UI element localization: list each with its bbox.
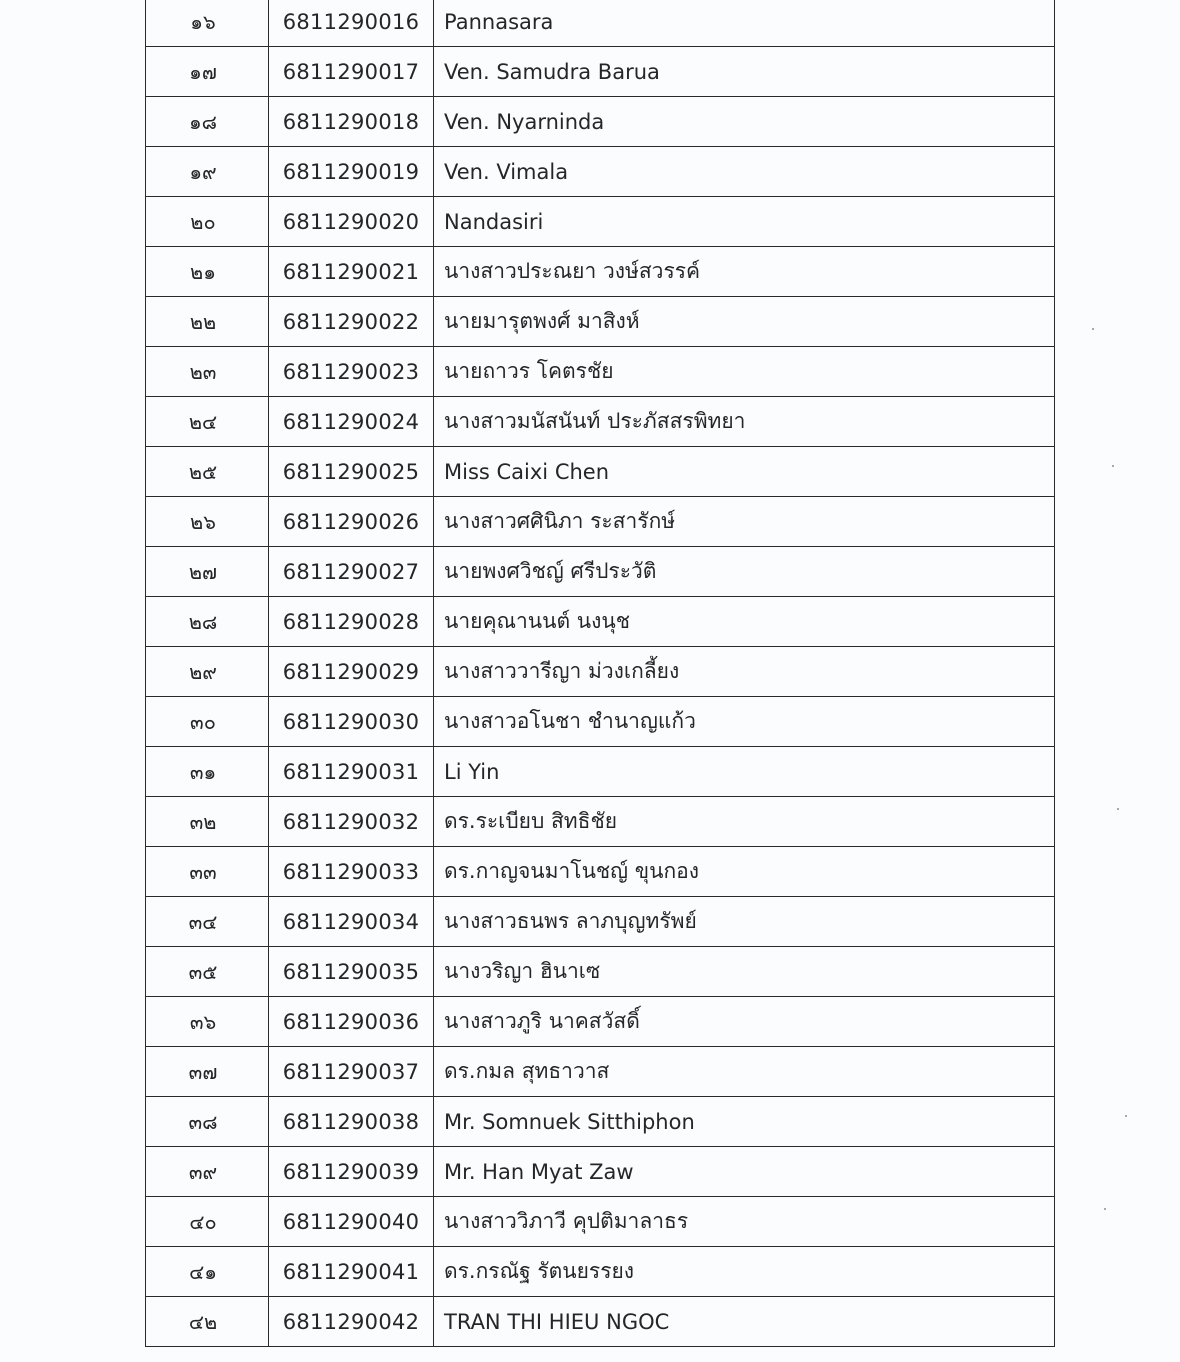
- table-row: [146, 1147, 1055, 1197]
- name-cell: Ven. Samudra Barua: [434, 47, 1055, 97]
- row-number-cell: ๒๖: [146, 497, 269, 547]
- student-id-cell: 6811290024: [269, 397, 434, 447]
- scan-speck: [1104, 1208, 1106, 1210]
- table-row: [146, 797, 1055, 847]
- row-number-cell: ๑๖: [146, 0, 269, 47]
- table-row: [146, 397, 1055, 447]
- name-cell: Ven. Vimala: [434, 147, 1055, 197]
- row-number-cell: ๒๔: [146, 397, 269, 447]
- name-cell: นางสาวภูริ นาคสวัสดิ์: [434, 997, 1055, 1047]
- name-cell: นางสาวมนัสนันท์ ประภัสสรพิทยา: [434, 397, 1055, 447]
- scan-speck: [1092, 328, 1094, 330]
- row-number-cell: ๓๔: [146, 897, 269, 947]
- student-id-cell: 6811290028: [269, 597, 434, 647]
- table-row: [146, 197, 1055, 247]
- table-row: [146, 647, 1055, 697]
- student-id-cell: 6811290025: [269, 447, 434, 497]
- student-id-cell: 6811290019: [269, 147, 434, 197]
- student-id-cell: 6811290023: [269, 347, 434, 397]
- student-id-cell: 6811290020: [269, 197, 434, 247]
- student-id-cell: 6811290034: [269, 897, 434, 947]
- name-cell: นายถาวร โคตรชัย: [434, 347, 1055, 397]
- table-row: [146, 1047, 1055, 1097]
- table-row: [146, 1097, 1055, 1147]
- name-cell: ดร.กาญจนมาโนชญ์ ขุนกอง: [434, 847, 1055, 897]
- row-number-cell: ๒๙: [146, 647, 269, 697]
- roster-table: [145, 0, 1055, 1347]
- row-number-cell: ๒๘: [146, 597, 269, 647]
- student-id-cell: 6811290042: [269, 1297, 434, 1347]
- student-id-cell: 6811290021: [269, 247, 434, 297]
- name-cell: นายคุณานนต์ นงนุช: [434, 597, 1055, 647]
- table-row: [146, 147, 1055, 197]
- row-number-cell: ๑๗: [146, 47, 269, 97]
- student-id-cell: 6811290027: [269, 547, 434, 597]
- row-number-cell: ๒๐: [146, 197, 269, 247]
- name-cell: นางสาวอโนชา ชำนาญแก้ว: [434, 697, 1055, 747]
- name-cell: Pannasara: [434, 0, 1055, 47]
- student-id-cell: 6811290037: [269, 1047, 434, 1097]
- table-row: [146, 1297, 1055, 1347]
- table-row: [146, 897, 1055, 947]
- row-number-cell: ๔๐: [146, 1197, 269, 1247]
- student-id-cell: 6811290016: [269, 0, 434, 47]
- row-number-cell: ๓๖: [146, 997, 269, 1047]
- table-row: [146, 1247, 1055, 1297]
- student-id-cell: 6811290026: [269, 497, 434, 547]
- row-number-cell: ๓๐: [146, 697, 269, 747]
- table-row: [146, 497, 1055, 547]
- name-cell: Nandasiri: [434, 197, 1055, 247]
- name-cell: นางสาวศศินิภา ระสารักษ์: [434, 497, 1055, 547]
- student-id-cell: 6811290022: [269, 297, 434, 347]
- student-id-cell: 6811290033: [269, 847, 434, 897]
- name-cell: Mr. Somnuek Sitthiphon: [434, 1097, 1055, 1147]
- row-number-cell: ๑๙: [146, 147, 269, 197]
- row-number-cell: ๔๑: [146, 1247, 269, 1297]
- name-cell: ดร.ระเบียบ สิทธิชัย: [434, 797, 1055, 847]
- name-cell: Li Yin: [434, 747, 1055, 797]
- student-id-cell: 6811290018: [269, 97, 434, 147]
- table-row: [146, 347, 1055, 397]
- row-number-cell: ๒๗: [146, 547, 269, 597]
- table-row: [146, 447, 1055, 497]
- table-row: [146, 847, 1055, 897]
- row-number-cell: ๓๘: [146, 1097, 269, 1147]
- scan-speck: [1117, 808, 1119, 810]
- student-id-cell: 6811290029: [269, 647, 434, 697]
- name-cell: นางสาวธนพร ลาภบุญทรัพย์: [434, 897, 1055, 947]
- row-number-cell: ๓๓: [146, 847, 269, 897]
- table-row: [146, 1197, 1055, 1247]
- name-cell: TRAN THI HIEU NGOC: [434, 1297, 1055, 1347]
- table-row: [146, 547, 1055, 597]
- name-cell: นายมารุตพงศ์ มาสิงห์: [434, 297, 1055, 347]
- table-row: [146, 947, 1055, 997]
- name-cell: นางวริญา ฮินาเซ: [434, 947, 1055, 997]
- row-number-cell: ๒๒: [146, 297, 269, 347]
- name-cell: Miss Caixi Chen: [434, 447, 1055, 497]
- student-id-cell: 6811290031: [269, 747, 434, 797]
- student-id-cell: 6811290039: [269, 1147, 434, 1197]
- table-row: [146, 97, 1055, 147]
- name-cell: นายพงศวิชญ์ ศรีประวัติ: [434, 547, 1055, 597]
- scan-speck: [1125, 1115, 1127, 1117]
- student-id-cell: 6811290036: [269, 997, 434, 1047]
- name-cell: ดร.กรณัฐ รัตนยรรยง: [434, 1247, 1055, 1297]
- row-number-cell: ๑๘: [146, 97, 269, 147]
- row-number-cell: ๓๒: [146, 797, 269, 847]
- name-cell: ดร.กมล สุทธาวาส: [434, 1047, 1055, 1097]
- student-id-cell: 6811290017: [269, 47, 434, 97]
- row-number-cell: ๒๕: [146, 447, 269, 497]
- student-id-cell: 6811290041: [269, 1247, 434, 1297]
- table-row: [146, 47, 1055, 97]
- name-cell: นางสาววิภาวี คุปติมาลาธร: [434, 1197, 1055, 1247]
- table-row: [146, 597, 1055, 647]
- row-number-cell: ๓๕: [146, 947, 269, 997]
- table-row: [146, 747, 1055, 797]
- row-number-cell: ๓๙: [146, 1147, 269, 1197]
- row-number-cell: ๓๗: [146, 1047, 269, 1097]
- roster-table-body: [146, 0, 1055, 1347]
- row-number-cell: ๓๑: [146, 747, 269, 797]
- name-cell: Mr. Han Myat Zaw: [434, 1147, 1055, 1197]
- table-row: [146, 997, 1055, 1047]
- student-id-cell: 6811290032: [269, 797, 434, 847]
- student-id-cell: 6811290040: [269, 1197, 434, 1247]
- student-id-cell: 6811290035: [269, 947, 434, 997]
- table-row: [146, 247, 1055, 297]
- table-row: [146, 297, 1055, 347]
- row-number-cell: ๒๑: [146, 247, 269, 297]
- name-cell: Ven. Nyarninda: [434, 97, 1055, 147]
- student-id-cell: 6811290030: [269, 697, 434, 747]
- name-cell: นางสาวประณยา วงษ์สวรรค์: [434, 247, 1055, 297]
- student-id-cell: 6811290038: [269, 1097, 434, 1147]
- row-number-cell: ๒๓: [146, 347, 269, 397]
- scan-speck: [1112, 465, 1114, 467]
- name-cell: นางสาววารีญา ม่วงเกลี้ยง: [434, 647, 1055, 697]
- table-row: [146, 0, 1055, 47]
- row-number-cell: ๔๒: [146, 1297, 269, 1347]
- table-row: [146, 697, 1055, 747]
